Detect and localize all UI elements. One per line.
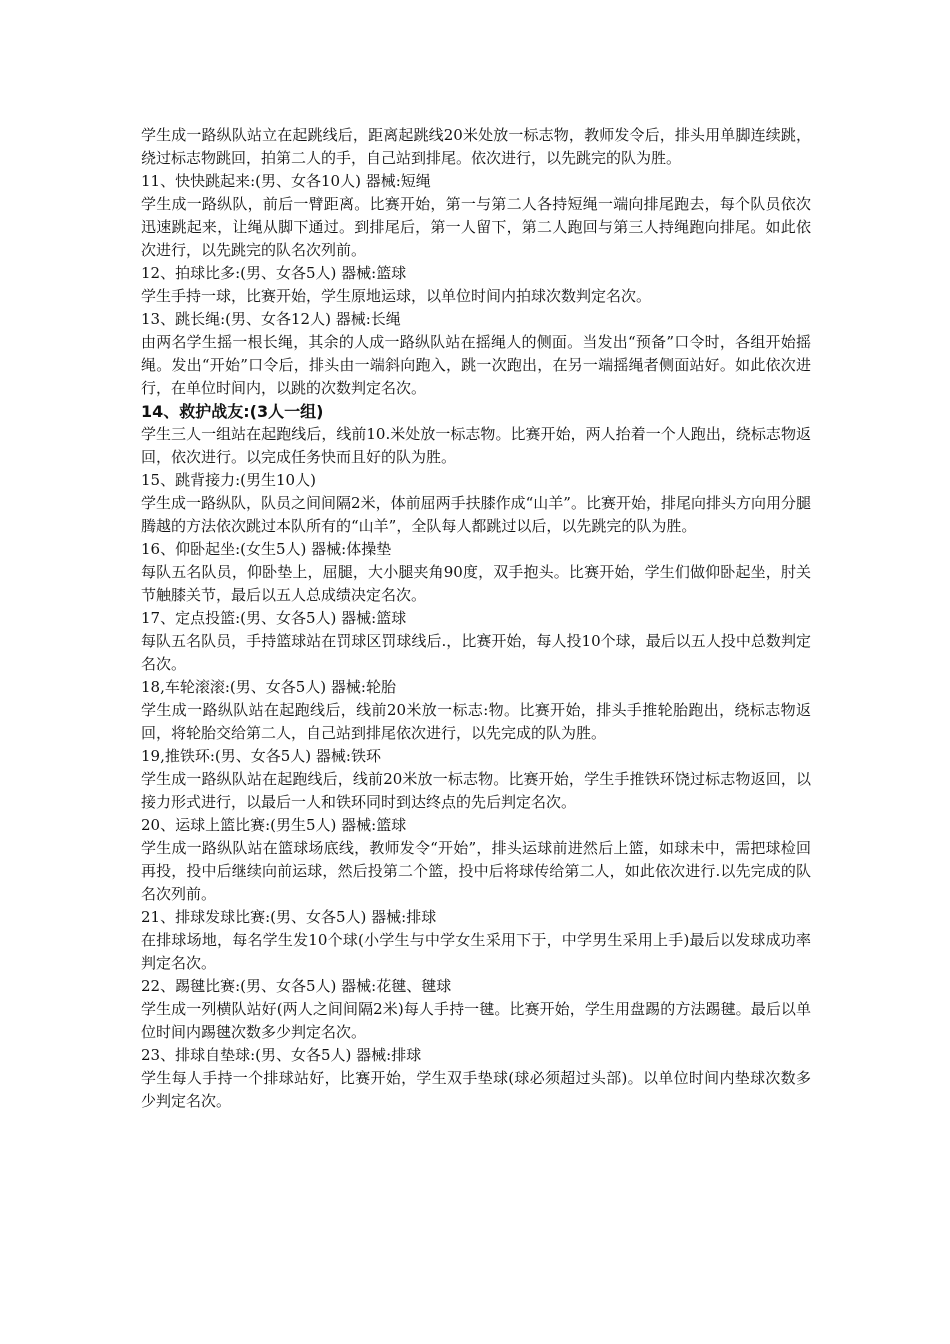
item-heading-23: 23、排球自垫球:(男、女各5人) 器械:排球 — [141, 1046, 422, 1064]
item-heading-16: 16、仰卧起坐:(女生5人) 器械:体操垫 — [141, 540, 392, 558]
paragraph-item-15: 学生成一路纵队，队员之间间隔2米，体前屈两手扶膝作成“山羊”。比赛开始，排尾向排头方向用分腿腾越的方法依次跳过本队所有的“山羊”，全队每人都跳过以后，以先跳完的队为胜。 — [141, 494, 811, 535]
item-heading-14: 14、救护战友:(3人一组) — [141, 402, 324, 421]
paragraph-item-22: 学生成一列横队站好(两人之间间隔2米)每人手持一毽。比赛开始，学生用盘踢的方法踢毽。最后以单位时间内踢毽次数多少判定名次。 — [141, 1000, 811, 1041]
paragraph-item-16: 每队五名队员，仰卧垫上，屈腿，大小腿夹角90度，双手抱头。比赛开始，学生们做仰卧起坐，肘关节触膝关节，最后以五人总成绩决定名次。 — [141, 563, 811, 604]
paragraph-item-11: 学生成一路纵队，前后一臂距离。比赛开始，第一与第二人各持短绳一端向排尾跑去，每个队员依次迅速跳起来，让绳从脚下通过。到排尾后，第一人留下，第二人跑回与第三人持绳跑向排尾。如此依次进行，以先跳完的队名次列前。 — [141, 195, 811, 259]
paragraph-item-12: 学生手持一球，比赛开始，学生原地运球，以单位时间内拍球次数判定名次。 — [141, 287, 652, 305]
paragraph-item-14: 学生三人一组站在起跑线后，线前10.米处放一标志物。比赛开始，两人抬着一个人跑出，绕标志物返回，依次进行。以完成任务快而且好的队为胜。 — [141, 425, 811, 466]
paragraph-relay-hop: 学生成一路纵队站立在起跳线后，距离起跳线20米处放一标志物，教师发令后，排头用单脚连续跳，绕过标志物跳回，拍第二人的手，自己站到排尾。依次进行，以先跳完的队为胜。 — [141, 126, 811, 167]
paragraph-item-21: 在排球场地，每名学生发10个球(小学生与中学女生采用下于，中学男生采用上手)最后以发球成功率判定名次。 — [141, 931, 811, 972]
paragraph-item-19: 学生成一路纵队站在起跑线后，线前20米放一标志物。比赛开始，学生手推铁环饶过标志物返回，以接力形式进行，以最后一人和铁环同时到达终点的先后判定名次。 — [141, 770, 811, 811]
item-heading-22: 22、踢毽比赛:(男、女各5人) 器械:花毽、毽球 — [141, 977, 452, 995]
item-heading-15: 15、跳背接力:(男生10人) — [141, 471, 316, 489]
item-heading-20: 20、运球上篮比赛:(男生5人) 器械:篮球 — [141, 816, 407, 834]
paragraph-item-13: 由两名学生摇一根长绳，其余的人成一路纵队站在摇绳人的侧面。当发出“预备”口令时，各组开始摇绳。发出“开始”口令后，排头由一端斜向跑入，跳一次跑出，在另一端摇绳者侧面站好。如此依次进行，在单位时间内，以跳的次数判定名次。 — [141, 333, 811, 397]
item-heading-19: 19,推铁环:(男、女各5人) 器械:铁环 — [141, 747, 381, 765]
item-heading-17: 17、定点投篮:(男、女各5人) 器械:篮球 — [141, 609, 407, 627]
item-heading-11: 11、快快跳起来:(男、女各10人) 器械:短绳 — [141, 172, 431, 190]
paragraph-item-17: 每队五名队员，手持篮球站在罚球区罚球线后.，比赛开始，每人投10个球，最后以五人投中总数判定名次。 — [141, 632, 811, 673]
paragraph-item-20: 学生成一路纵队站在篮球场底线，教师发令“开始”，排头运球前进然后上篮，如球未中，需把球检回再投，投中后继续向前运球，然后投第二个篮，投中后将球传给第二人，如此依次进行.以先完成的队名次列前。 — [141, 839, 811, 903]
paragraph-item-23: 学生每人手持一个排球站好，比赛开始，学生双手垫球(球必须超过头部)。以单位时间内垫球次数多少判定名次。 — [141, 1069, 811, 1110]
paragraph-item-18: 学生成一路纵队站在起跑线后，线前20米放一标志:物。比赛开始，排头手推轮胎跑出，绕标志物返回，将轮胎交给第二人，自己站到排尾依次进行，以先完成的队为胜。 — [141, 701, 811, 742]
item-heading-21: 21、排球发球比赛:(男、女各5人) 器械:排球 — [141, 908, 437, 926]
document-page — [141, 124, 811, 1113]
item-heading-13: 13、跳长绳:(男、女各12人) 器械:长绳 — [141, 310, 401, 328]
item-heading-12: 12、拍球比多:(男、女各5人) 器械:篮球 — [141, 264, 407, 282]
item-heading-18: 18,车轮滚滚:(男、女各5人) 器械:轮胎 — [141, 678, 396, 696]
